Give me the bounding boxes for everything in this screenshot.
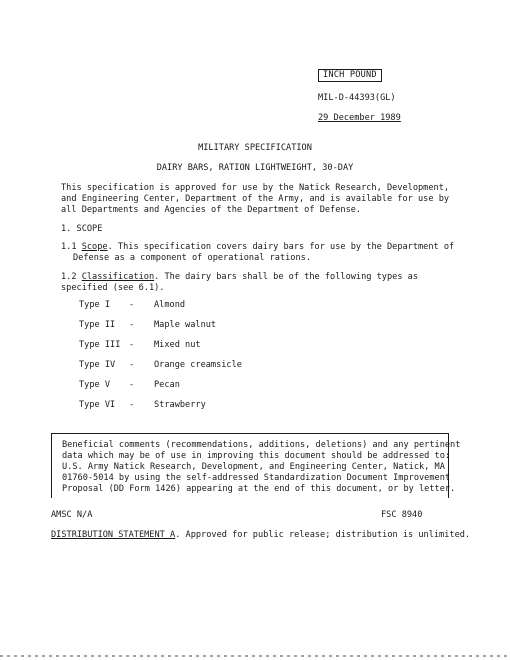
scope-title: Scope (81, 242, 108, 252)
type-number: Type III (79, 340, 121, 350)
scope-line (61, 242, 453, 253)
intro-line: and Engineering Center, Department of the Army, and is available for use by (61, 194, 450, 204)
notice-line: Beneficial comments (recommendations, additions, deletions) and any pertinent (62, 440, 461, 450)
type-dash: - (129, 360, 135, 370)
type-number: Type I (79, 300, 111, 310)
comments-notice-box (51, 433, 461, 498)
document-number: MIL-D-44393(GL) (318, 93, 396, 103)
type-number: Type V (79, 380, 111, 390)
type-dash: - (129, 300, 135, 310)
notice-text (62, 440, 460, 495)
classification-number: 1.2 (61, 272, 82, 282)
intro-line: This specification is approved for use by the Natick Research, Development, (61, 183, 450, 193)
fsc-code: FSC 8940 (381, 510, 423, 520)
distribution-label: DISTRIBUTION STATEMENT A (51, 530, 176, 540)
distribution-statement (51, 530, 470, 541)
type-name: Pecan (154, 380, 180, 390)
scope-number: 1.1 (61, 242, 82, 252)
classification-paragraph (61, 272, 453, 294)
type-name: Strawberry (154, 400, 206, 410)
scope-paragraph (61, 242, 453, 264)
spec-type-heading: MILITARY SPECIFICATION (198, 143, 312, 153)
notice-line: data which may be of use in improving this document should be addressed to: (62, 451, 451, 461)
type-name: Mixed nut (154, 340, 201, 350)
type-number: Type II (79, 320, 116, 330)
notice-line: 01760-5014 by using the self-addressed Standardization Document Improvement (62, 473, 451, 483)
type-number: Type VI (79, 400, 116, 410)
classification-line (61, 272, 453, 283)
notice-line: U.S. Army Natick Research, Development, and Engineering Center, Natick, MA (62, 462, 445, 472)
scan-edge-artifact (0, 655, 510, 657)
classification-line: specified (see 6.1). (61, 283, 165, 293)
notice-line: Proposal (DD Form 1426) appearing at the end of this document, or by letter. (62, 484, 456, 494)
classification-title: Classification (81, 272, 155, 282)
inch-pound-label: INCH POUND (318, 69, 382, 82)
type-dash: - (129, 380, 135, 390)
type-dash: - (129, 340, 135, 350)
type-number: Type IV (79, 360, 116, 370)
scope-text: . This specification covers dairy bars for use by the Department of (107, 242, 455, 252)
distribution-text: . Approved for public release; distribution is unlimited. (175, 530, 471, 540)
document-date: 29 December 1989 (318, 113, 401, 123)
intro-paragraph (61, 183, 453, 216)
spec-title: DAIRY BARS, RATION LIGHTWEIGHT, 30-DAY (156, 163, 354, 173)
type-name: Almond (154, 300, 186, 310)
type-dash: - (129, 320, 135, 330)
intro-line: all Departments and Agencies of the Department of Defense. (61, 205, 362, 215)
section-scope-heading: 1. SCOPE (61, 224, 103, 234)
type-name: Orange creamsicle (154, 360, 242, 370)
classification-text: . The dairy bars shall be of the following types as (154, 272, 419, 282)
type-dash: - (129, 400, 135, 410)
amsc-code: AMSC N/A (51, 510, 93, 520)
type-name: Maple walnut (154, 320, 217, 330)
scope-line: Defense as a component of operational rations. (73, 253, 311, 263)
